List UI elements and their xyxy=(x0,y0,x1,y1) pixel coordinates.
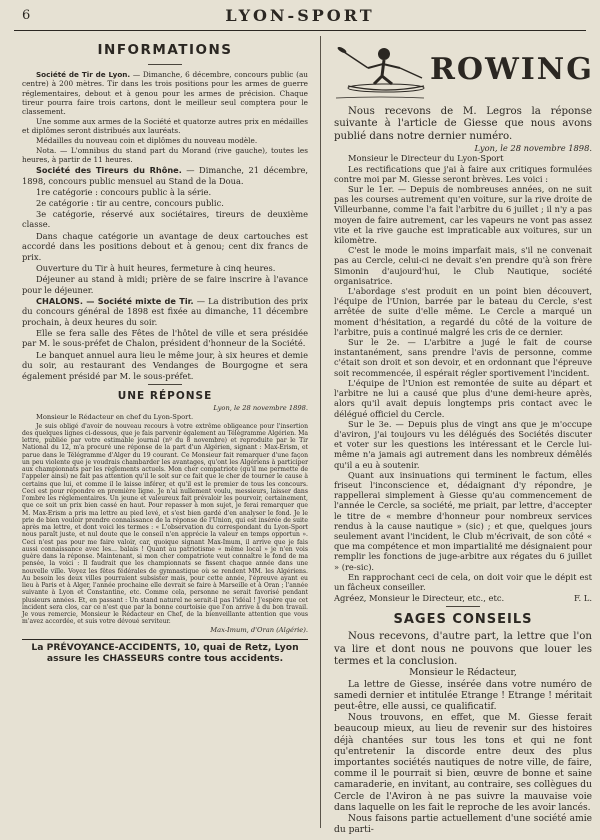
chalons-p2: Elle se fera salle des Fêtes de l'hôtel de ville et sera présidée par M. le sous-préfet de Chalon, président d'honneur de la Société. xyxy=(22,327,308,349)
tireurs-rhone-p2: Ouverture du Tir à huit heures, fermeture à cinq heures. xyxy=(36,262,276,273)
tir-lyon-name: Société de Tir de Lyon. xyxy=(36,70,131,79)
tireurs-rhone-text: — Dimanche, 21 décembre, 1898, concours public mensuel au Stand de la Doua. xyxy=(22,164,308,186)
prevoyance-advertisement xyxy=(22,639,308,664)
category-1: 1re catégorie : concours public à la série. xyxy=(36,186,212,197)
chalons-paragraph xyxy=(22,296,308,328)
conseils-intro: Nous recevons, d'autre part, la lettre que l'on va lire et dont nous ne pouvons que louer les termes et la conclusion. xyxy=(334,631,592,667)
conseils-salutation: Monsieur le Rédacteur, xyxy=(409,668,517,679)
title-rule xyxy=(148,64,182,65)
legros-p9: En rapprochant ceci de cela, on doit voir que le dépit est un fâcheux conseiller. xyxy=(334,571,592,592)
page-number: 6 xyxy=(22,8,31,23)
page-header xyxy=(0,6,600,32)
legros-signature-row xyxy=(334,593,592,603)
chalons-text: — La distribution des prix du concours général de 1898 est fixée au dimanche, 11 décembre prochain, à deux heures du soir. xyxy=(22,295,308,327)
ad-line-2: assure les CHASSEURS contre tous accidents. xyxy=(46,652,284,664)
legros-p4: L'abordage s'est produit en un point bien découvert, l'équipe de l'Union, barrée par le bateau du Cercle, s'est arrêtée de suite d'elle même. Le Cercle a marqué un moment d'hésitation, a regardé du côté de la voiture de l'arbitre, puis a continué malgré les cris de ce dernier. xyxy=(334,286,592,337)
rowing-intro: Nous recevons de M. Legros la réponse suivante à l'article de Giesse que nous avons publié dans notre dernier numéro. xyxy=(334,106,592,142)
tireurs-rhone-name: Société des Tireurs du Rhône. xyxy=(36,164,182,175)
tir-lyon-paragraph xyxy=(22,70,308,116)
rowing-header xyxy=(334,38,592,102)
chalons-name: CHALONS. — Société mixte de Tir. xyxy=(36,295,194,306)
reponse-dateline: Lyon, le 28 novembre 1898. xyxy=(213,404,308,413)
sages-conseils-title: SAGES CONSEILS xyxy=(393,612,533,628)
chalons-p3: Le banquet annuel aura lieu le même jour, à six heures et demie du soir, au restaurant des Vendanges de Bourgogne et sera également présidé par M. le sous-préfet. xyxy=(22,349,308,381)
tir-lyon-p2: Une somme aux armes de la Société et quatorze autres prix en médailles et diplômes seront distribués aux lauréats. xyxy=(22,116,308,136)
tir-lyon-text: — Dimanche, 6 décembre, concours public (au centre) à 200 mètres. Tir dans les trois positions pour les armes de guerre réglementaires, debout et à genou pour les armes de précision. Chaque tireur pourra faire trois cartons, dont le meilleur seul comptera pour le classement. xyxy=(22,70,308,117)
legros-p3: C'est le mode le moins imparfait mais, s'il ne convenait pas au Cercle, celui-ci ne devait s'en prendre qu'à son frère Simonin d'aujourd'hui, le Club Nautique, société organisatrice. xyxy=(334,245,592,286)
legros-p7: Sur le 3e. — Depuis plus de vingt ans que je m'occupe d'aviron, j'ai toujours vu les délégués des Sociétés discuter et voter sur les questions les intéressant et le Cercle lui-même n'a jamais agi autrement dans les nombreux démêlés qu'il a eu à soutenir. xyxy=(334,418,592,470)
column-divider xyxy=(320,36,321,828)
left-column xyxy=(22,38,308,826)
tireurs-rhone-paragraph xyxy=(22,165,308,186)
legros-p6: L'équipe de l'Union est remontée de suite au départ et l'arbitre ne lui a causé que plus d'une demi-heure après, alors qu'il avait depuis longtemps pris contact avec le délégué officiel du Cercle. xyxy=(334,377,592,419)
informations-title: INFORMATIONS xyxy=(97,42,233,58)
right-column xyxy=(334,38,594,836)
legros-p2: Sur le 1er. — Depuis de nombreuses années, on ne suit pas les courses autrement qu'en voiture, sur la rive droite de Villeurbanne, comme l'a fait l'arbitre du 6 juillet ; il n'y a pas moyen de faire autrement, car les vapeurs ne vont pas assez vite et la rive gauche est impraticable aux voitures, sur un kilomètre. xyxy=(334,184,592,246)
category-2: 2e catégorie : tir au centre, concours public. xyxy=(36,197,224,208)
legros-initials: F. L. xyxy=(573,593,592,604)
legros-salutation: Monsieur le Directeur du Lyon-Sport xyxy=(348,153,504,164)
legros-dateline: Lyon, le 28 novembre 1898. xyxy=(474,143,592,154)
legros-p8: Quant aux insinuations qui terminent le factum, elles friseut l'inconscience et, dédaignant d'y répondre, je rappellerai simplement à Giesse qu'au commencement de l'année le Cercle, sa société, me priait, par lettre, d'accepter le titre de « membre d'honneur pour nombreux services rendus à la cause nautique » (sic) ; et que, quelques jours seulement avant l'incident, le Club m'écrivait, de son côté « que ma compétence et mon impartialité me désignaient pour remplir les fonctions de juge-arbitre aux régates du 6 juillet » (re-sic). xyxy=(334,469,592,572)
section-rule xyxy=(446,606,480,607)
reponse-body: Je suis obligé d'avoir de nouveau recours à votre extrême obligeance pour l'insertion des quelques lignes ci-dessous, que je fais parvenir également au Télégramme Algérien. Ma lettre, publiée par votre estimable journal (nº du 8 novembre) et reproduite par le Tir National du 12, m'a procuré une réponse de la part d'un Algérien, signant : Max-Erism, et parue dans le Télégramme d'Alger du 19 courant. Ce Monsieur fait remarquer d'une façon un peu violente que je voudrais chambarder les avantages, qu'ont les Algériens à participer aux championnats par les règlements actuels. Mon cher compatriote (qu'il me permette de l'appeler ainsi) ne fait pas attention qu'il le soit sur ce fait que le cher de tourner le cause à certains que lui, et comme il le laisse inférer, et qu'il est le premier de tous les concours. Ceci est pour répondre en première ligne. Je n'ai nullement voulu, messieurs, laisser dans l'ombre les réglementaires. Un jeune et valeureux fait prévaloir les pourvoir, certainement, que ce soit un prix bien cassé en haut. Pour repasser à mon sujet, je ferai remarquer que M. Max-Erism a pris ma lettre au pied levé, et s'est bien gardé d'en analyser le fond. Je le prie de bien vouloir prendre connaissance de la réponse de l'Union, qui est insérée de suite après ma lettre, et dont voici les termes : « L'observation du correspondant du Lyon-Sport nous paraît juste, et nul doute que le conseil n'en apprécie la valeur en temps opportun ». Ceci n'est pas pour me faire valoir, car, quoique signant Max-Imum, il arrive que je fais aussi connaissance avec les... balais ! Quant au patriotisme « même local » je n'en vois guère dans la réponse. Maintenant, si mon cher compatriote veut connaître le fond de ma pensée, la voici : Il faudrait que les championnats se fissent chaque année dans une nouvelle ville. Voyez les fêtes fédérales de gymnastique où se rendent MM. les Algériens. Au besoin les deux villes pourraient subsister mais, pour cette année, l'épreuve ayant eu lieu à Paris et à Alger, l'année prochaine elle devrait se faire à Marseille et à Oran ; l'année suivante à Lyon et Constantine, etc. Comme cela, personne ne serait favorisé pendant plusieurs années. Et, en passant : Un stand naturel ne serait-il pas l'idéal ! J'espère que cet incident sera clos, car ce n'est que par la bonne courtoisie que l'on arrive à du bon travail. Je vous remercie, Monsieur le Rédacteur en Chef, de la bienveillante attention que vous m'avez accordée, et suis votre dévoué serviteur. xyxy=(22,422,308,626)
header-rule xyxy=(14,30,586,31)
conseils-p1: La lettre de Giesse, insérée dans votre numéro de samedi dernier et intitulée Etrange ! Etrange ! méritait peut-être, elle aussi, ce qualificatif. xyxy=(334,679,592,712)
conseils-p2: Nous trouvons, en effet, que M. Giesse ferait beaucoup mieux, au lieu de revenir sur des histoires déjà chantées sur tous les tons et qui ne font qu'entretenir la discorde entre deux des plus importantes sociétés nautiques de notre ville, de faire, comme il le pourrait si bien, œuvre de bonne et saine camaraderie, en invitant, au contraire, ses collègues du Cercle de l'Aviron à ne pas suivre la mauvaise voie dans laquelle on les fait le reproche de les avoir lancés. xyxy=(334,713,592,813)
journal-title: LYON-SPORT xyxy=(225,6,375,25)
tireurs-rhone-p3: Déjeuner au stand à midi; prière de se faire inscrire à l'avance pour le déjeuner. xyxy=(22,273,308,295)
category-3: 3e catégorie, réservé aux sociétaires, tireurs de deuxième classe. xyxy=(22,208,308,230)
tir-lyon-p4: Nota. — L'omnibus du stand part du Morand (rive gauche), toutes les heures, à partir de 11 heures. xyxy=(22,145,308,165)
legros-closing: Agréez, Monsieur le Directeur, etc., etc. xyxy=(334,593,505,604)
reponse-title: UNE RÉPONSE xyxy=(117,390,213,403)
legros-p5: Sur le 2e. — L'arbitre a jugé le fait de course instantanément, sans prendre l'avis de personne, comme c'était son droit et son devoir, et en ordonnant que l'épreuve soit recommencée, il espérait régler sportivement l'incident. xyxy=(334,337,592,378)
rowing-title: ROWING xyxy=(430,52,594,87)
section-rule xyxy=(148,384,182,385)
reponse-signature: Max-Imum, d'Oran (Algérie). xyxy=(210,626,308,635)
rower-illustration-icon xyxy=(334,38,426,100)
tir-lyon-p3: Médailles du nouveau coin et diplômes du nouveau modèle. xyxy=(36,136,258,146)
ad-line-1: La PRÉVOYANCE-ACCIDENTS, 10, quai de Retz, Lyon xyxy=(31,641,299,653)
tireurs-rhone-p1: Dans chaque catégorie un avantage de deux cartouches est accordé dans les positions debout et à genou; cent dix francs de prix. xyxy=(22,230,308,262)
conseils-p3: Nous faisons partie actuellement d'une société amie du parti- xyxy=(334,814,592,836)
reponse-salutation: Monsieur le Rédacteur en chef du Lyon-Sport. xyxy=(36,413,194,422)
legros-p1: Les rectifications que j'ai à faire aux critiques formulées contre moi par M. Giesse seront brèves. Les voici : xyxy=(334,163,592,184)
